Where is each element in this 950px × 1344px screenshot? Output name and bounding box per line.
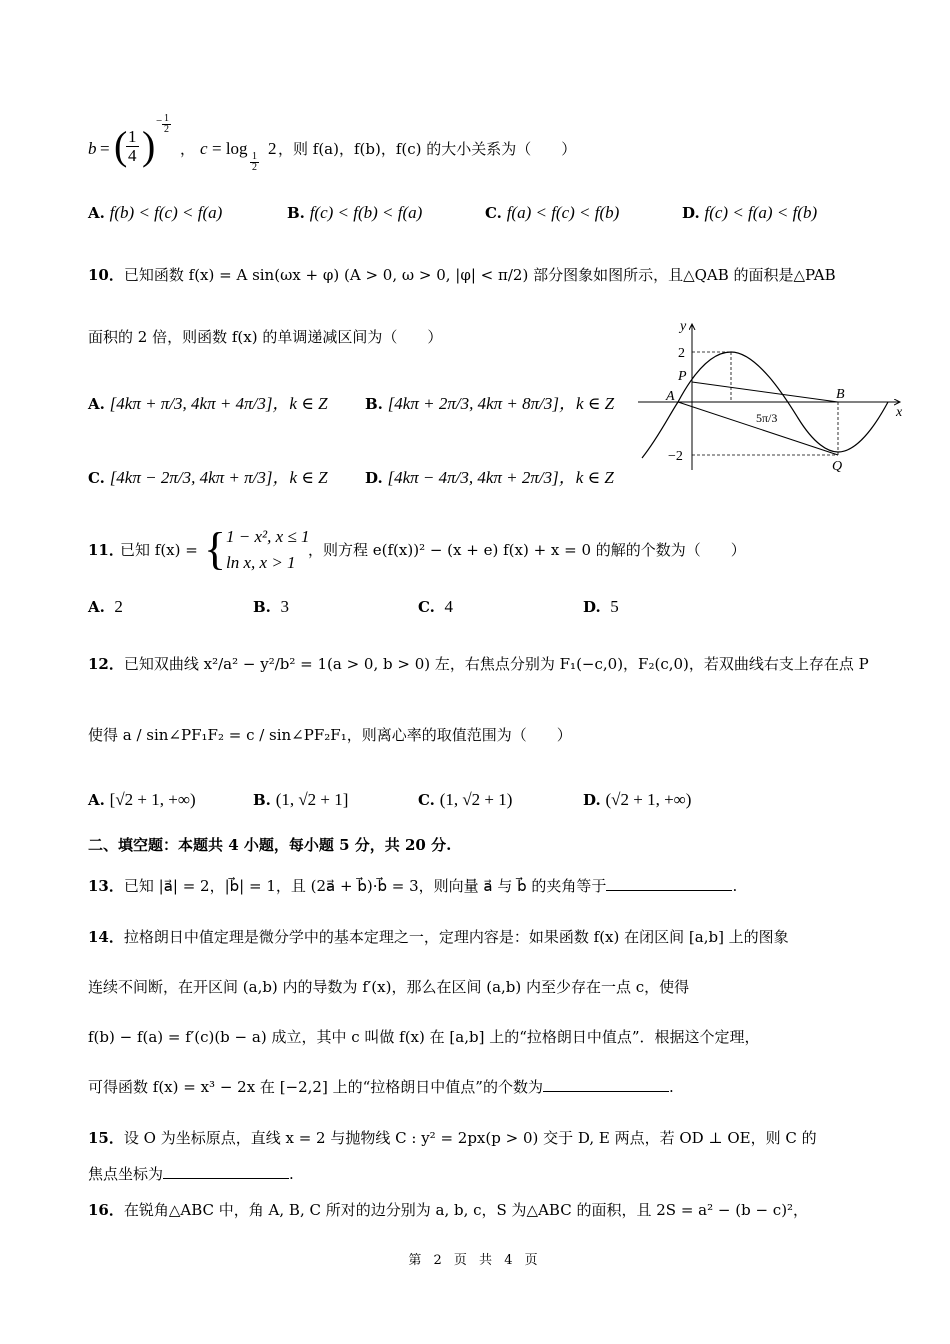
label-a: A [666, 389, 675, 404]
q9-stem: b = ( $\frac{1}{4}$ ) − $\frac{1}{2}$ ， c = log $\frac{1}{2}$ 2 ，则 f(a)，f(b)，f(c) 的大小关系为（ ） [88, 113, 577, 173]
page-footer: 第 2 页 共 4 页 [408, 1253, 542, 1268]
q11-option-a[interactable]: A. 2 [88, 597, 123, 616]
segment-pb [692, 382, 838, 402]
q15-line2: 焦点坐标为 . [88, 1165, 294, 1183]
q15-answer-blank[interactable] [163, 1164, 289, 1179]
q9-option-b[interactable]: B. f(c) < f(b) < f(a) [287, 203, 423, 222]
q10-graph [638, 318, 913, 478]
y-axis-label: y [680, 319, 687, 334]
q12-option-a[interactable]: A. [√2 + 1, +∞) [88, 790, 196, 809]
q9-stem-text: ，则 f(a)，f(b)，f(c) 的大小关系为（ ） [278, 140, 577, 158]
q10-stem-line2: 面积的 2 倍，则函数 f(x) 的单调递减区间为（ ） [88, 328, 443, 346]
q9-option-c[interactable]: C. f(a) < f(c) < f(b) [485, 203, 620, 222]
q9-option-d[interactable]: D. f(c) < f(a) < f(b) [682, 203, 818, 222]
q11-option-d[interactable]: D. 5 [583, 597, 619, 616]
q9-option-a[interactable]: A. f(b) < f(c) < f(a) [88, 203, 223, 222]
label-2: 2 [678, 346, 685, 361]
q12-option-b[interactable]: B. (1, √2 + 1] [253, 790, 349, 809]
label-b: B [836, 387, 845, 402]
q13-answer-blank[interactable] [606, 876, 732, 891]
label-5pi-3: 5π/3 [756, 411, 778, 425]
x-axis-label: x [896, 405, 903, 420]
q10-option-a[interactable]: A. [4kπ + π/3, 4kπ + 4π/3]，k ∈ Z [88, 394, 328, 413]
q11-stem: 11． 已知 f(x) = { 1 − x², x ≤ 1 ln x, x > 1 ，则方程 e(f(x))² − (x + e) f(x) + x = 0 的解的个数为（ ） [88, 523, 746, 574]
label-minus2: −2 [668, 449, 683, 464]
q11-option-c[interactable]: C. 4 [418, 597, 453, 616]
q13-stem: 13．已知 |a⃗| = 2，|b⃗| = 1，且 (2a⃗ + b⃗)·b⃗ = 3，则向量 a⃗ 与 b⃗ 的夹角等于 . [88, 877, 738, 895]
q12-option-c[interactable]: C. (1, √2 + 1) [418, 790, 513, 809]
q12-stem-line1: 12．已知双曲线 x²/a² − y²/b² = 1(a > 0, b > 0) 左，右焦点分别为 F₁(−c,0)，F₂(c,0)，若双曲线右支上存在点 P [88, 655, 869, 673]
q14-line3: f(b) − f(a) = f′(c)(b − a) 成立，其中 c 叫做 f(x) 在 [a,b] 上的“拉格朗日中值点”．根据这个定理， [88, 1028, 760, 1046]
q16-stem: 16．在锐角△ABC 中，角 A, B, C 所对的边分别为 a, b, c，S 为△ABC 的面积，且 2S = a² − (b − c)²， [88, 1201, 809, 1219]
segment-aq [678, 402, 838, 455]
q10-option-d[interactable]: D. [4kπ − 4π/3, 4kπ + 2π/3]，k ∈ Z [365, 468, 614, 487]
q15-line1: 15．设 O 为坐标原点，直线 x = 2 与抛物线 C : y² = 2px(p > 0) 交于 D, E 两点，若 OD ⊥ OE，则 C 的 [88, 1129, 817, 1147]
q10-option-b[interactable]: B. [4kπ + 2π/3, 4kπ + 8π/3]，k ∈ Z [365, 394, 615, 413]
q14-line4: 可得函数 f(x) = x³ − 2x 在 [−2,2] 上的“拉格朗日中值点”的个数为 . [88, 1078, 674, 1096]
q14-line2: 连续不间断，在开区间 (a,b) 内的导数为 f′(x)，那么在区间 (a,b) 内至少存在一点 c，使得 [88, 978, 690, 996]
q10-stem-line1: 10．已知函数 f(x) = A sin(ωx + φ) (A > 0, ω > 0, |φ| < π/2) 部分图象如图所示，且△QAB 的面积是△PAB [88, 266, 836, 284]
label-q: Q [832, 459, 843, 474]
section-heading: 二、填空题：本题共 4 小题，每小题 5 分，共 20 分. [88, 836, 452, 854]
q12-option-d[interactable]: D. (√2 + 1, +∞) [583, 790, 692, 809]
q14-answer-blank[interactable] [543, 1077, 669, 1092]
label-p: P [678, 369, 687, 384]
q14-line1: 14．拉格朗日中值定理是微分学中的基本定理之一，定理内容是：如果函数 f(x) 在闭区间 [a,b] 上的图象 [88, 928, 789, 946]
q12-stem-line2: 使得 a / sin∠PF₁F₂ = c / sin∠PF₂F₁，则离心率的取值范围为（ ） [88, 726, 572, 744]
q11-option-b[interactable]: B. 3 [253, 597, 289, 616]
sine-curve [642, 352, 888, 458]
q10-option-c[interactable]: C. [4kπ − 2π/3, 4kπ + π/3]，k ∈ Z [88, 468, 328, 487]
